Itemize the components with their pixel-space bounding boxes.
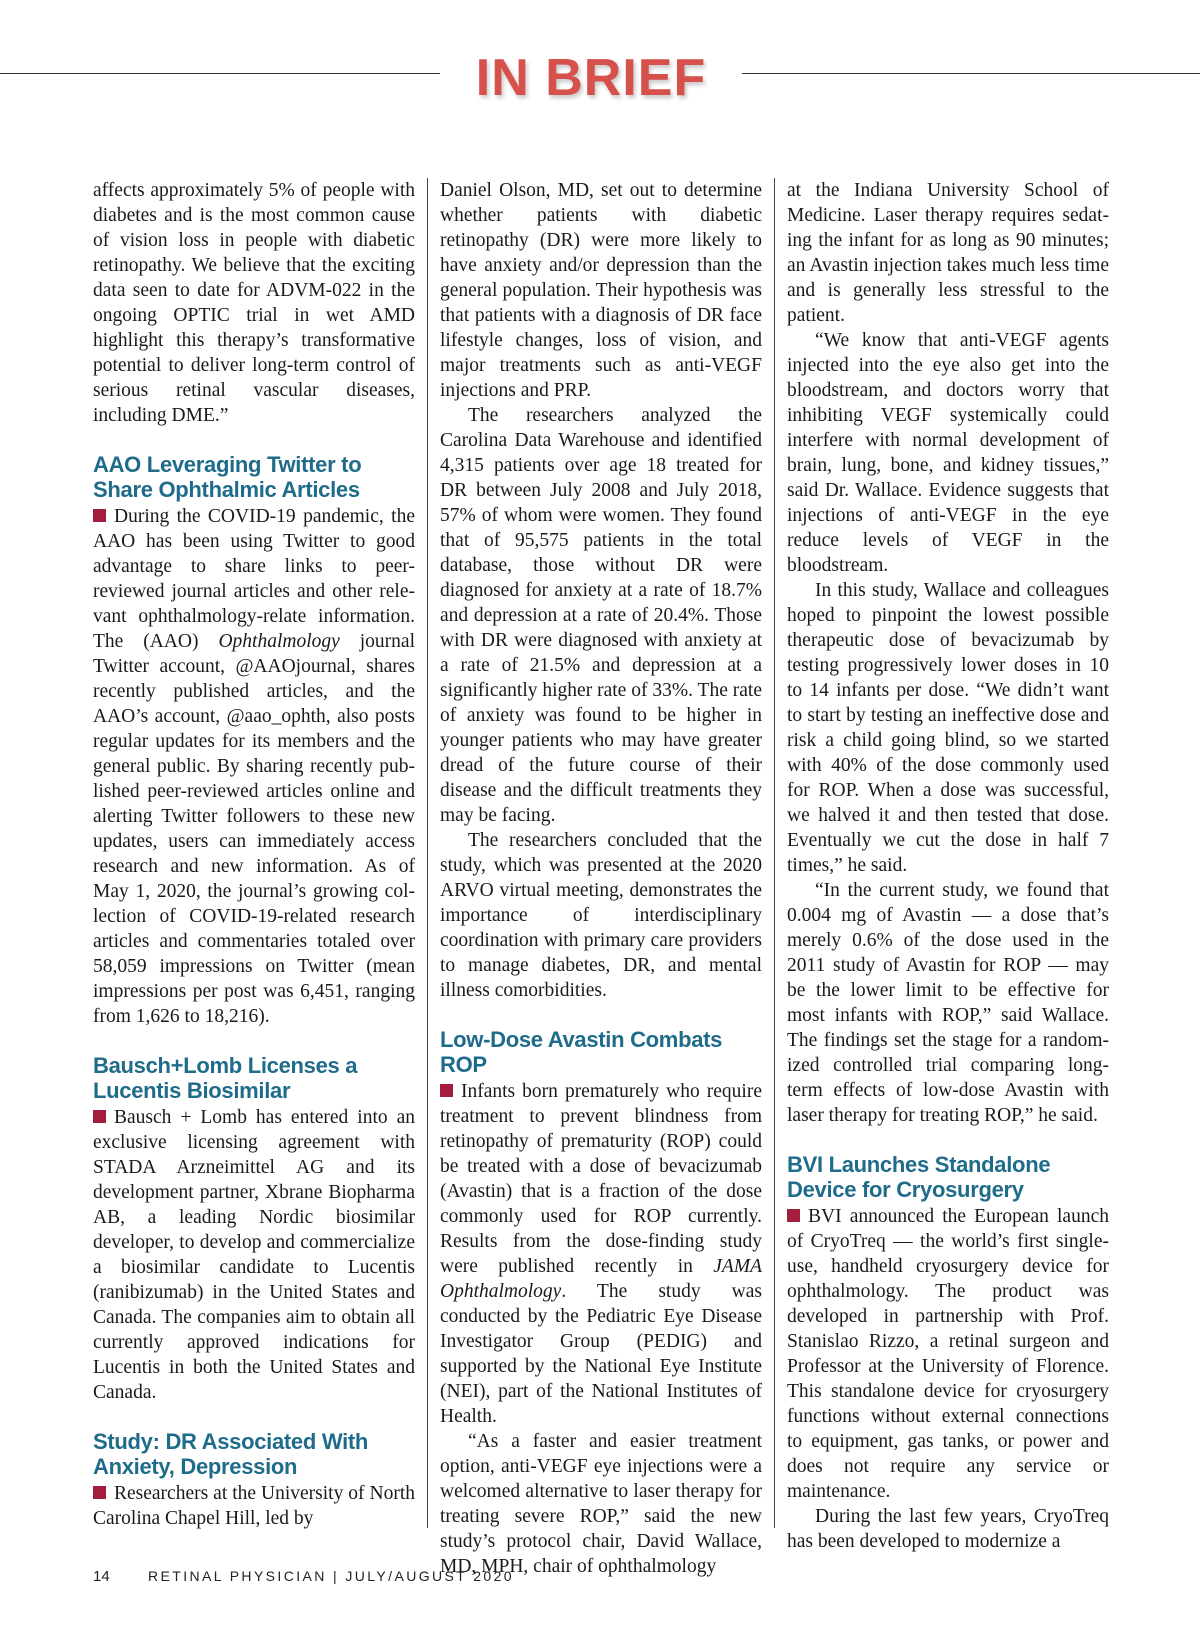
bullet-square-icon xyxy=(787,1209,800,1222)
article-paragraph: The researchers analyzed the Carolina Data Warehouse and identified 4,315 patients over age 18 treated for DR between July 2008 and July 2018, 57% of whom were women. They found that of 95,575 patients in the total database, those without DR were diagnosed for anxiety at a rate of 18.7% and depression at a rate of 20.4%. Those with DR were diagnosed with anxiety at a rate of 21.5% and depression at a significantly higher rate of 33%. The rate of anxiety was found to be higher in younger patients who may have greater dread of the future course of their disease and the difficult treatments they may be facing. xyxy=(440,405,762,826)
article-heading-low-dose-avastin: Low-Dose Avastin Combats ROP xyxy=(440,1027,723,1077)
article-paragraph: at the Indiana University School of Medicine. Laser therapy requires sedating the infant for as long as 90 minutes; an Avastin injection takes much less time and is generally less stressful to the patient. xyxy=(787,180,1109,326)
article-paragraph: “As a faster and easier treatment option, anti-VEGF eye injections were a welcomed alternative to laser therapy for treating severe ROP,” said the new study’s protocol chair, David Wallace, MD, MPH, chair of ophthalmology xyxy=(440,1431,762,1577)
paragraph-text: During the COVID-19 pandemic, the AAO has been using Twitter to good advantage to share links to peer-reviewed journal articles and other relevant ophthalmology-relate information. The (AAO) xyxy=(93,506,415,652)
article-paragraph: During the last few years, CryoTreq has been developed to modernize a xyxy=(787,1506,1109,1552)
column-divider-2 xyxy=(774,178,775,1528)
article-paragraph: “We know that anti-VEGF agents injected into the eye also get into the bloodstream, and doctors worry that inhibiting VEGF systemically could interfere with normal development of brain, lung, bone, and kidney tissues,” said Dr. Wallace. Evidence suggests that injections of anti-VEGF in the eye reduce levels of VEGF in the bloodstream. xyxy=(787,330,1109,576)
magazine-issue: RETINAL PHYSICIAN | JULY/AUGUST 2020 xyxy=(148,1568,514,1584)
column-3 xyxy=(787,178,1109,1552)
bullet-square-icon xyxy=(93,1486,106,1499)
paragraph-text: Researchers at the University of North Carolina Chapel Hill, led by xyxy=(93,1483,415,1529)
paragraph-text: Bausch + Lomb has entered into an exclusive licensing agreement with STADA Arzneimittel AG and its development partner, Xbrane Biopharma AB, a leading Nordic biosimilar developer, to develop and commercialize a biosimilar candidate to Lucentis (ranibizumab) in the United States and Canada. The companies aim to obtain all currently approved indications for Lucentis in both the United States and Canada. xyxy=(93,1107,415,1403)
column-2 xyxy=(440,178,762,1577)
journal-name: JAMA Ophthalmology xyxy=(440,1256,762,1302)
article-heading-bvi-cryosurgery: BVI Launches Standalone Device for Cryosurgery xyxy=(787,1152,1051,1202)
article-paragraph: affects approximately 5% of people with diabetes and is the most common cause of vision loss in people with diabetic retinopathy. We believe that the exciting data seen to date for ADVM-022 in the ongoing OPTIC trial in wet AMD highlight this therapy’s transformative potential to deliver long-term control of serious retinal vascular diseases, including DME.” xyxy=(93,180,415,426)
paragraph-text: . The study was conducted by the Pediatric Eye Disease Investigator Group (PEDIG) and supported by the National Eye Institute (NEI), part of the National Institutes of Health. xyxy=(440,1281,762,1427)
article-paragraph: In this study, Wallace and colleagues hoped to pinpoint the lowest possible therapeutic dose of bevacizumab by testing progressively lower doses in 10 to 14 infants per dose. “We didn’t want to start by testing an ineffective dose and risk a child going blind, so we started with 40% of the dose commonly used for ROP. When a dose was successful, we halved it and then tested that dose. Eventually we cut the dose in half 7 times,” he said. xyxy=(787,580,1109,876)
header-rule-right xyxy=(742,73,1200,74)
column-1 xyxy=(93,178,415,1530)
article-paragraph xyxy=(93,1481,415,1531)
section-title: IN BRIEF xyxy=(475,49,707,107)
header-rule-left xyxy=(0,73,440,74)
article-paragraph xyxy=(787,1204,1109,1504)
article-paragraph: Daniel Olson, MD, set out to determine whether patients with diabetic retinopathy (DR) were more likely to have anxiety and/or depression than the general population. Their hypothesis was that patients with a diagnosis of DR face lifestyle changes, loss of vision, and major treatments such as anti-VEGF injections and PRP. xyxy=(440,180,762,401)
paragraph-text: BVI announced the European launch of CryoTreq — the world’s first single-use, handheld cryosurgery device for ophthalmology. The product was developed in partnership with Prof. Stanislao Rizzo, a retinal surgeon and Professor at the University of Florence. This standalone device for cryosurgery functions without external connections to equipment, gas tanks, or power and does not require any service or maintenance. xyxy=(787,1206,1109,1502)
journal-name: Ophthalmology xyxy=(218,631,340,652)
paragraph-text: journal Twitter account, @AAOjournal, shares recently published articles, and the AAO’s account, @aao_ophth, also posts regular updates for its members and the general public. By sharing recently published peer-reviewed articles online and alerting Twitter followers to these new updates, users can immediately access research and new information. As of May 1, 2020, the journal’s growing collection of COVID-19-related research articles and commentaries totaled over 58,059 impressions on Twitter (mean impressions per post was 6,451, ranging from 1,626 to 18,216). xyxy=(93,631,415,1027)
page-footer xyxy=(93,1568,514,1585)
article-paragraph xyxy=(93,504,415,1029)
article-heading-dr-anxiety: Study: DR Associated With Anxiety, Depression xyxy=(93,1429,369,1479)
bullet-square-icon xyxy=(93,509,106,522)
article-paragraph: The researchers concluded that the study, which was presented at the 2020 ARVO virtual meeting, demonstrates the importance of interdisciplinary coordination with primary care providers to manage diabetes, DR, and mental illness comorbidities. xyxy=(440,830,762,1001)
bullet-square-icon xyxy=(93,1110,106,1123)
article-heading-aao-twitter: AAO Leveraging Twitter to Share Ophthalmic Articles xyxy=(93,452,362,502)
article-paragraph xyxy=(93,1105,415,1405)
column-divider-1 xyxy=(427,178,428,1528)
article-paragraph xyxy=(440,1079,762,1429)
article-paragraph: “In the current study, we found that 0.004 mg of Avastin — a dose that’s merely 0.6% of the dose used in the 2011 study of Avastin for ROP — may be the lower limit to be effective for most infants with ROP,” said Wallace. The findings set the stage for a randomized controlled trial comparing long-term effects of low-dose Avastin with laser therapy for treating ROP,” he said. xyxy=(787,880,1109,1126)
article-heading-bausch-lomb: Bausch+Lomb Licenses a Lucentis Biosimilar xyxy=(93,1053,358,1103)
bullet-square-icon xyxy=(440,1084,453,1097)
paragraph-text: Infants born prematurely who require treatment to prevent blindness from retinopathy of prematurity (ROP) could be treated with a dose of bevacizumab (Avastin) that is a fraction of the dose commonly used for ROP currently. Results from the dose-finding study were published recently in xyxy=(440,1081,762,1277)
page-number: 14 xyxy=(93,1568,110,1585)
